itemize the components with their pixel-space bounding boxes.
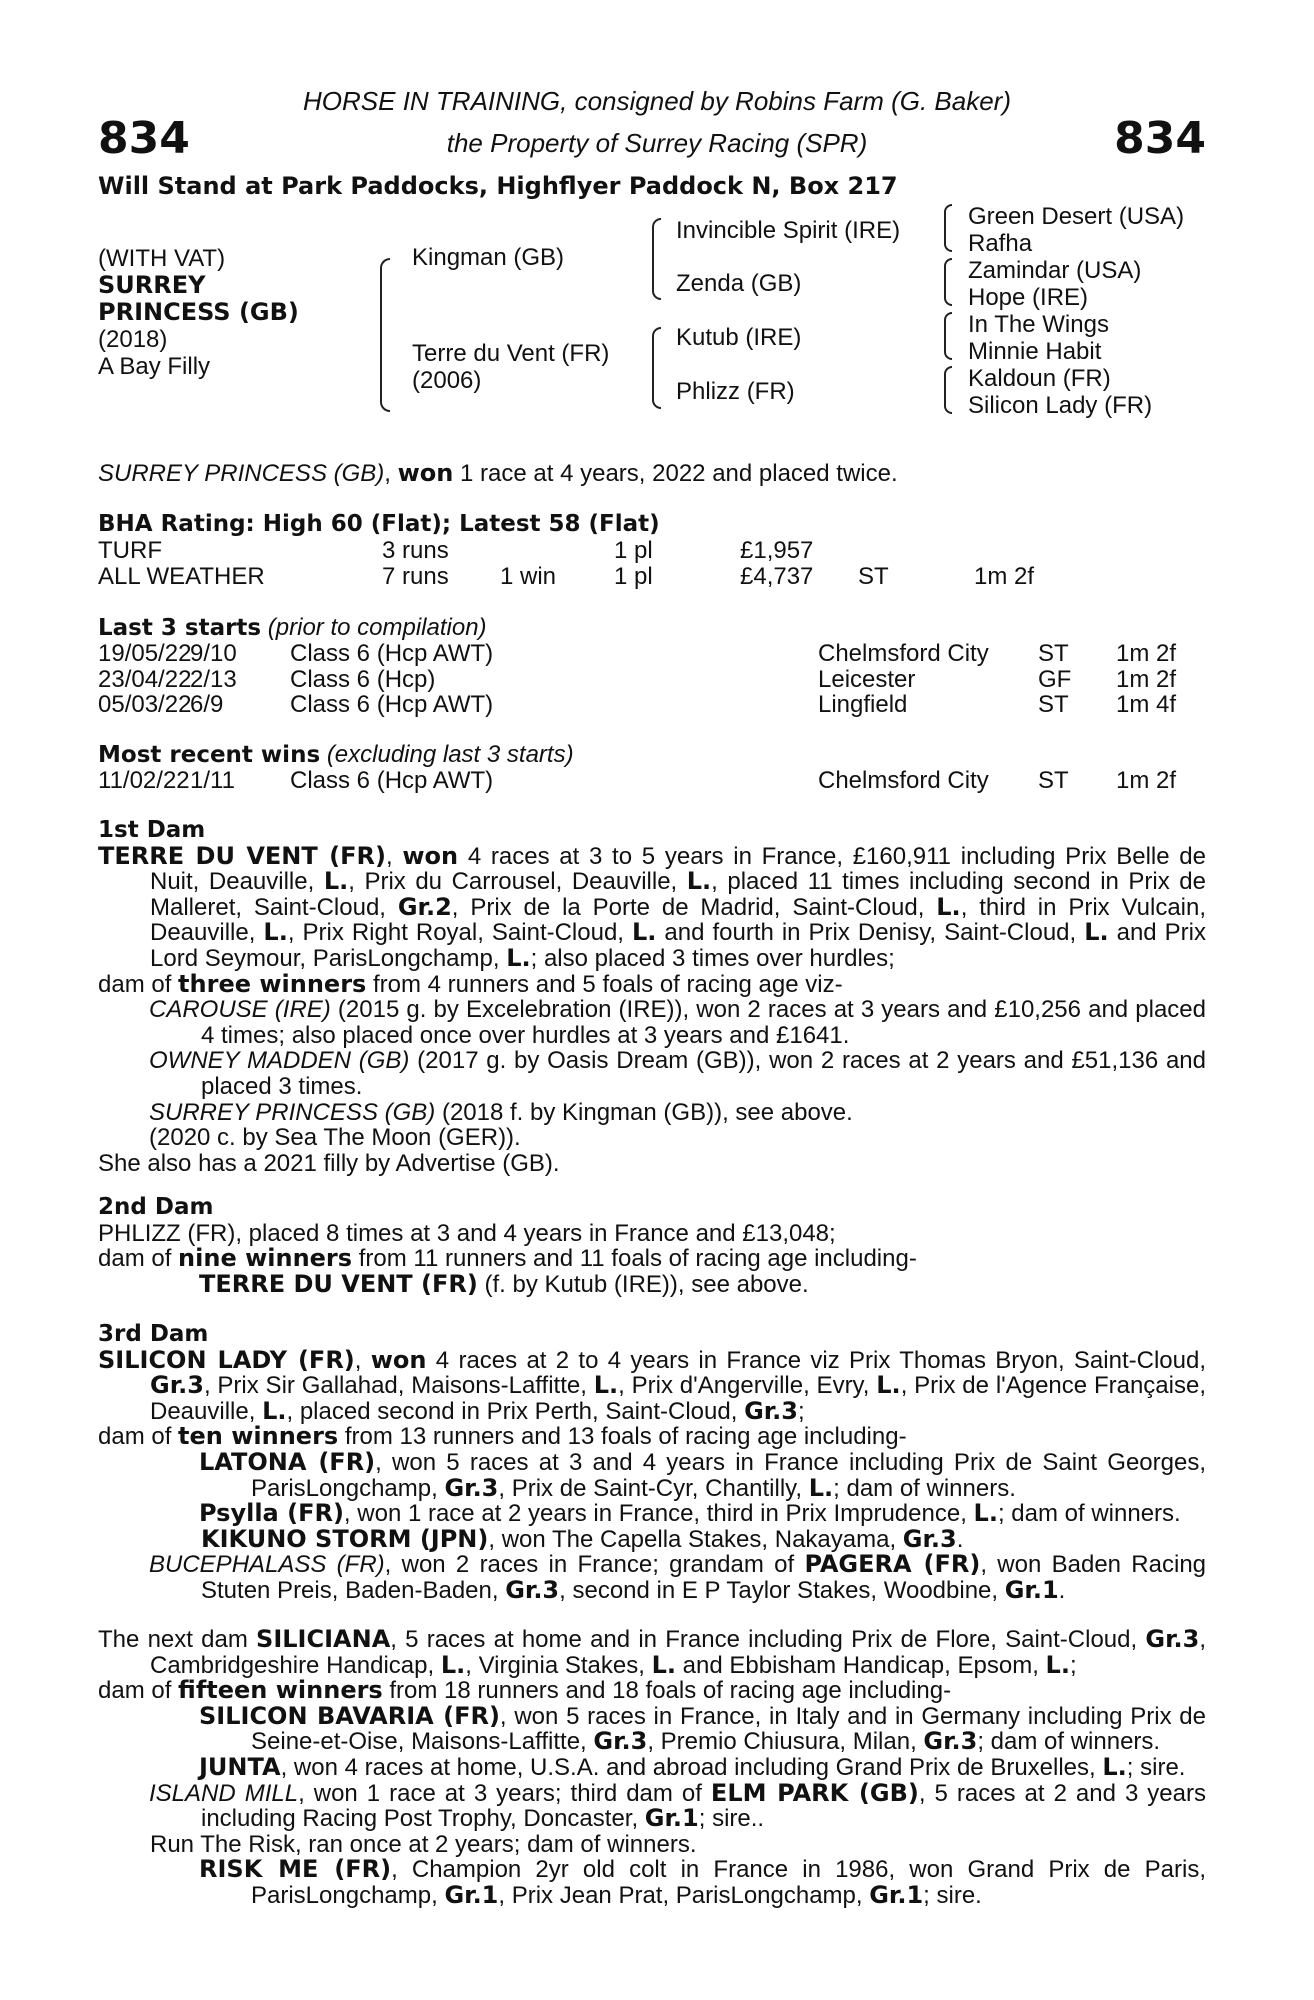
last3-dist: 1m 2f [1116,640,1177,667]
last3-title-row [98,614,487,642]
last3-pos: 2/13 [190,665,237,693]
next-dam-progeny-3: ISLAND MILL, won 1 race at 3 years; third dam of ELM PARK (GB), 5 races at 2 and 3 years including Racing Post Trophy, Doncaster, Gr.1; sire.. [149,1778,1206,1833]
recent-title: Most recent wins [98,742,321,768]
vat-label: (WITH VAT) [98,245,226,272]
g4: Hope (IRE) [968,284,1089,311]
horse-description: A Bay Filly [98,353,211,380]
third-dam-progeny-2: Psylla (FR), won 1 race at 2 years in France, third in Prix Imprudence, L.; dam of winners. [199,1499,1181,1528]
brace-sire [652,218,661,300]
rating-runs: 3 runs [382,537,449,564]
next-dam-progeny-5: RISK ME (FR), Champion 2yr old colt in France in 1986, won Grand Prix de Paris, ParisLongchamp, Gr.1, Prix Jean Prat, ParisLongchamp, Gr.1; sire. [199,1855,1206,1909]
summary-rest: 1 race at 4 years, 2022 and placed twice. [453,460,898,487]
next-dam-produce-intro: dam of fifteen winners from 18 runners and 18 foals of racing age including- [98,1676,952,1705]
dam-sire: Kutub (IRE) [676,324,802,351]
third-dam-record: SILICON LADY (FR), won 4 races at 2 to 4 years in France viz Prix Thomas Bryon, Saint-Cloud, Gr.3, Prix Sir Gallahad, Maisons-Laffitte, L., Prix d'Angerville, Evry, L., Prix de l'Agence Française, Deauville, L., placed second in Prix Perth, Saint-Cloud, Gr.3; [98,1345,1206,1425]
rating-pl: 1 pl [614,537,653,564]
second-dam-heading: 2nd Dam [98,1194,214,1220]
first-dam-progeny-1: CAROUSE (IRE) (2015 g. by Excelebration (IRE)), won 2 races at 3 years and £10,256 and placed 4 times; also placed once over hurdles at 3 years and £1641. [149,996,1206,1049]
dam-dam: Phlizz (FR) [676,378,795,405]
last3-dist: 1m 2f [1116,665,1177,693]
last3-date: 05/03/22 [98,691,192,719]
g2: Rafha [968,230,1033,257]
recent-date: 11/02/22 [98,767,190,794]
pedigree-brace-main [380,258,390,412]
race-summary: SURREY PRINCESS (GB), won 1 race at 4 years, 2022 and placed twice. [98,459,898,487]
next-dam-section [98,1627,1206,1909]
horse-year: (2018) [98,326,168,353]
recent-title-row [98,741,574,769]
next-dam-record: The next dam SILICIANA, 5 races at home and in France including Prix de Flore, Saint-Cloud, Gr.3, Cambridgeshire Handicap, L., Virginia Stakes, L. and Ebbisham Handicap, Epsom, L.; [98,1625,1206,1679]
recent-going: ST [1038,767,1069,794]
recent-dist: 1m 2f [1116,767,1177,794]
first-dam-progeny-5: She also has a 2021 filly by Advertise (GB). [98,1149,560,1177]
last3-date: 23/04/22 [98,665,192,693]
recent-course: Chelmsford City [818,767,989,794]
dam: Terre du Vent (FR) [412,340,610,367]
sire-dam: Zenda (GB) [676,270,802,297]
rating-wins-aw: 1 win [500,563,557,590]
rating-money: £1,957 [740,537,814,564]
property-line: the Property of Surrey Racing (SPR) [446,128,868,158]
rating-title: BHA Rating: High 60 (Flat); Latest 58 (Flat) [98,511,660,537]
g3: Zamindar (USA) [968,257,1142,284]
brace-g12 [944,204,952,252]
last3-going: ST [1038,640,1069,667]
first-dam-produce-intro: dam of three winners from 4 runners and 5 foals of racing age viz- [98,969,843,998]
first-dam-section [98,818,1206,1176]
dam-year: (2006) [412,367,482,394]
rating-pl-aw: 1 pl [614,563,653,590]
last3-course: Leicester [818,665,916,693]
brace-g78 [944,366,952,414]
brace-g56 [944,312,952,360]
first-dam-progeny-2: OWNEY MADDEN (GB) (2017 g. by Oasis Dream (GB)), won 2 races at 2 years and £51,136 and placed 3 times. [149,1047,1207,1100]
g6: Minnie Habit [968,338,1102,365]
third-dam-progeny-3: BUCEPHALASS (FR), won 2 races in France; grandam of PAGERA (FR), won Baden Racing Stuten Preis, Baden-Baden, Gr.3, second in E P Taylor Stakes, Woodbine, Gr.1. [149,1550,1207,1604]
second-dam-section [98,1195,1206,1297]
third-dam-section [98,1322,1206,1604]
third-dam-progeny-2-descendant: KIKUNO STORM (JPN), won The Capella Stakes, Nakayama, Gr.3. [201,1524,964,1553]
last3-course: Lingfield [818,691,908,719]
brace-g34 [944,258,952,306]
horse-block [98,245,299,380]
rating-going-aw: ST [858,563,889,590]
next-dam-progeny-4: Run The Risk, ran once at 2 years; dam of winners. [150,1830,697,1858]
consignor-line: HORSE IN TRAINING, consigned by Robins Farm (G. Baker) [303,86,1011,116]
last3-class: Class 6 (Hcp AWT) [290,640,494,667]
recent-class: Class 6 (Hcp AWT) [290,767,494,794]
recent-pos: 1/11 [190,767,235,794]
sire: Kingman (GB) [412,244,565,271]
last3-pos: 6/9 [190,691,224,719]
third-dam-produce-intro: dam of ten winners from 13 runners and 13 foals of racing age including- [98,1422,907,1451]
last3-class: Class 6 (Hcp AWT) [290,691,494,719]
lot-number-left: 834 [98,113,190,164]
rating-row-turf [98,537,162,565]
next-dam-progeny-1: SILICON BAVARIA (FR), won 5 races in France, in Italy and in Germany including Prix de Seine-et-Oise, Maisons-Laffitte, Gr.3, Premio Chiusura, Milan, Gr.3; dam of winners. [199,1701,1206,1756]
g8: Silicon Lady (FR) [968,392,1153,419]
first-dam-record: TERRE DU VENT (FR), won 4 races at 3 to 5 years in France, £160,911 including Prix Belle de Nuit, Deauville, L., Prix du Carrousel, Deauville, L., placed 11 times including second in Prix de Malleret, Saint-Cloud, Gr.2, Prix de la Porte de Madrid, Saint-Cloud, L., third in Prix Vulcain, Deauville, L., Prix Right Royal, Saint-Cloud, L. and fourth in Prix Denisy, Saint-Cloud, L. and Prix Lord Seymour, ParisLongchamp, L.; also placed 3 times over hurdles; [98,841,1207,972]
first-dam-progeny-4: (2020 c. by Sea The Moon (GER)). [149,1124,521,1152]
third-dam-progeny-1: LATONA (FR), won 5 races at 3 and 4 years in France including Prix de Saint Georges, ParisLongchamp, Gr.3, Prix de Saint-Cyr, Chantilly, L.; dam of winners. [199,1447,1207,1502]
horse-name-2: PRINCESS (GB) [98,298,299,326]
g7: Kaldoun (FR) [968,365,1111,392]
second-dam-produce-intro: dam of nine winners from 11 runners and 11 foals of racing age including- [98,1244,917,1273]
rating-money-aw: £4,737 [740,563,814,590]
brace-dam [652,327,661,409]
last3-course: Chelmsford City [818,640,989,667]
sire-sire: Invincible Spirit (IRE) [676,217,901,244]
last3-going: ST [1038,691,1069,719]
rating-runs-aw: 7 runs [382,563,449,590]
third-dam-heading: 3rd Dam [98,1321,209,1347]
g1: Green Desert (USA) [968,203,1185,230]
rating-surface-aw: ALL WEATHER [98,563,265,590]
first-dam-heading: 1st Dam [98,817,206,843]
second-dam-record: PHLIZZ (FR), placed 8 times at 3 and 4 years in France and £13,048; [98,1219,836,1247]
first-dam-progeny-3: SURREY PRINCESS (GB) (2018 f. by Kingman (GB)), see above. [149,1098,853,1126]
last3-note: (prior to compilation) [267,614,487,641]
g5: In The Wings [968,311,1109,338]
stand-location: Will Stand at Park Paddocks, Highflyer Paddock N, Box 217 [98,172,898,200]
last3-going: GF [1038,665,1072,693]
last3-title: Last 3 starts [98,615,262,641]
rating-surface: TURF [98,537,162,564]
last3-date: 19/05/22 [98,640,192,667]
last3-class: Class 6 (Hcp) [290,665,436,693]
last3-dist: 1m 4f [1116,691,1177,719]
summary-name: SURREY PRINCESS (GB) [98,460,385,487]
second-dam-progeny-1: TERRE DU VENT (FR) (f. by Kutub (IRE)), see above. [199,1269,809,1298]
next-dam-progeny-2: JUNTA, won 4 races at home, U.S.A. and abroad including Grand Prix de Bruxelles, L.; sire. [199,1752,1186,1781]
summary-won: won [397,459,454,487]
lot-number-right: 834 [1114,113,1206,164]
recent-note: (excluding last 3 starts) [326,741,574,768]
rating-dist-aw: 1m 2f [974,563,1035,590]
last3-pos: 9/10 [190,640,237,667]
horse-name-1: SURREY [98,271,206,299]
